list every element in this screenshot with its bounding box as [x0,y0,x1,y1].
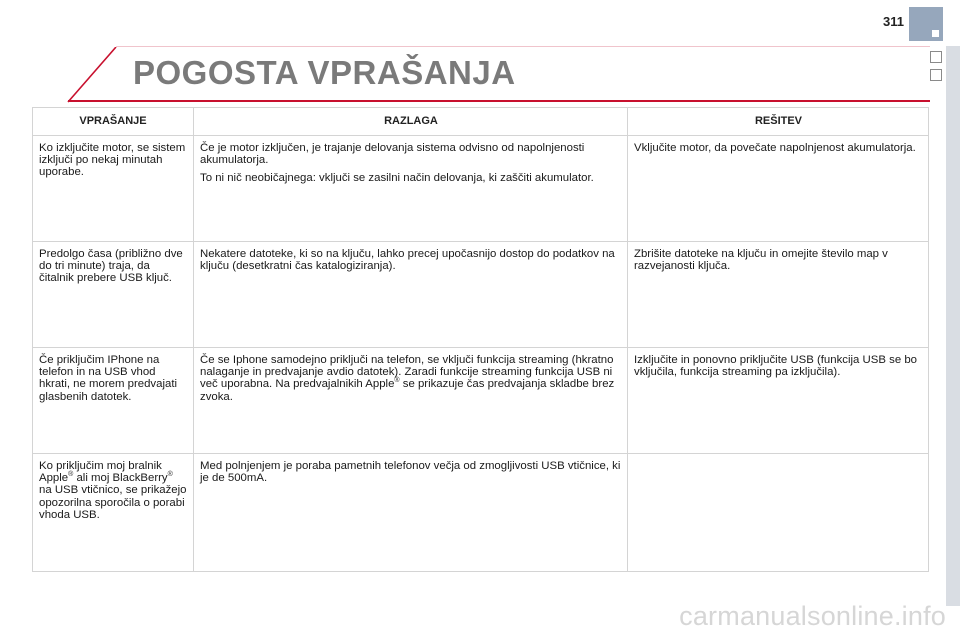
question-text: Ko izključite motor, se sistem izključi po nekaj minutah uporabe. [39,142,186,179]
header-solution: REŠITEV [627,108,929,135]
checkbox-icon [930,51,942,63]
question-part: na USB vtičnico, se prikažejo opozorilna sporočila o porabi vhoda USB. [39,484,187,521]
explanation-cell [193,242,627,347]
header-explanation: RAZLAGA [193,108,628,135]
header-underline [68,100,930,102]
solution-cell [627,348,928,453]
question-cell [33,242,193,347]
explanation-text: Med polnjenjem je poraba pametnih telefonov večja od zmogljivosti USB vtičnice, ki je de 500mA. [200,460,621,485]
tab-marker-icon [932,30,939,37]
explanation-part: se prikazuje čas predvajanja skladbe brez zvoka. [200,378,615,403]
explanation-cell [193,136,627,241]
solution-cell [627,454,928,571]
chapter-tab [909,7,943,41]
faq-table [32,107,929,572]
header-question: VPRAŠANJE [79,115,147,127]
table-header-row [33,108,928,136]
registered-mark: ® [167,471,173,479]
table-row [33,242,928,348]
explanation-cell [193,454,627,571]
header-top-line [116,46,930,47]
checkbox-icon [930,69,942,81]
explanation-text: Nekatere datoteke, ki so na ključu, lahko precej upočasnijo dostop do podatkov na ključu (desetkratni čas katalogiziranja). [200,248,615,273]
explanation-text [200,354,621,403]
question-cell [33,348,193,453]
solution-text: Izključite in ponovno priključite USB (funkcija USB se bo vključila, funkcija streaming pa izključila). [634,354,917,379]
registered-mark: ® [394,377,400,385]
explanation-cell [193,348,627,453]
page-title: POGOSTA VPRAŠANJA [133,54,516,91]
question-text [39,460,187,521]
table-row [33,454,928,571]
question-part: ali moj BlackBerry [73,472,168,485]
page-number: 311 [883,14,904,29]
registered-mark: ® [68,471,74,479]
question-cell [33,454,193,571]
table-row [33,136,928,242]
explanation-text: To ni nič neobičajnega: vključi se zasilni način delovanja, ki zaščiti akumulator. [200,172,594,185]
explanation-text: Če je motor izključen, je trajanje delovanja sistema odvisno od napolnjenosti akumulatorja. [200,142,585,167]
question-cell [33,136,193,241]
side-rail [946,46,960,606]
table-row [33,348,928,454]
solution-cell [627,136,928,241]
question-part: Ko priključim moj bralnik Apple [39,460,162,485]
solution-text: Zbrišite datoteke na ključu in omejite število map v razvejanosti ključa. [634,248,888,273]
question-text: Predolgo časa (približno dve do tri minute) traja, da čitalnik prebere USB ključ. [39,248,183,285]
solution-cell [627,242,928,347]
explanation-part: Če se Iphone samodejno priključi na telefon, se vključi funkcija streaming (hkratno nalaganje in predvajanje avdio datotek). Zaradi funkcije streaming funkcija USB ni več uporabna. Na predvajalnikih Apple [200,354,614,391]
question-text: Če priključim IPhone na telefon in na USB vhod hkrati, ne morem predvajati glasbenih datotek. [39,354,178,403]
solution-text: Vključite motor, da povečate napolnjenost akumulatorja. [634,142,916,154]
watermark: carmanualsonline.info [679,601,946,631]
